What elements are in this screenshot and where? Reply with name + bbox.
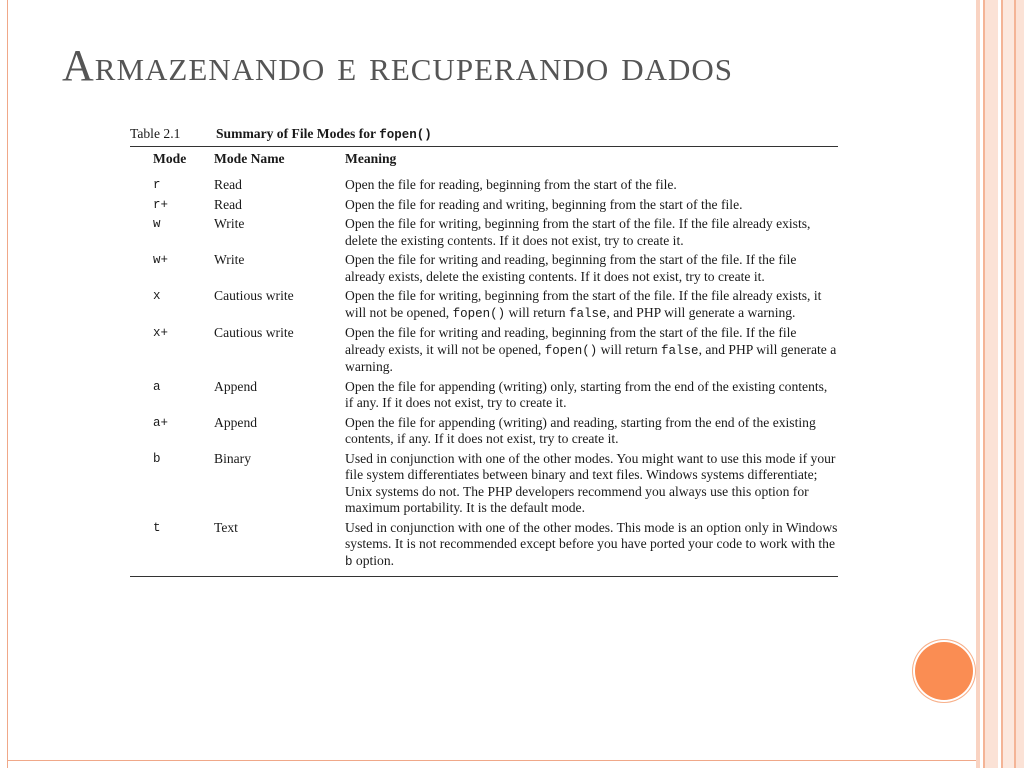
file-modes-table [130,146,838,577]
cell-mode: x+ [153,326,169,340]
table-caption [130,124,838,146]
slide-title: Armazenando e recuperando dados [62,41,734,90]
cell-mode-name: Binary [214,450,251,466]
cell-mode-name: Text [214,519,238,535]
meaning-text: Open the file for writing and reading, beginning from the start of the file. If the file already exists, delete the existing contents. If it does not exist, try to create it. [345,252,797,284]
header-mode-name: Mode Name [214,151,285,166]
cell-meaning [345,197,838,217]
cell-meaning [345,325,838,379]
cell-meaning [345,520,838,577]
table-row [130,197,838,217]
meaning-text: Open the file for appending (writing) and reading, starting from the end of the existing contents, if any. If it does not exist, try to create it. [345,414,816,446]
meaning-text: Open the file for writing, beginning from the start of the file. If the file already exists, it will not be opened, [345,288,822,320]
meaning-text: Open the file for reading, beginning from the start of the file. [345,177,677,192]
cell-meaning [345,252,838,288]
table-row [130,379,838,415]
cell-mode: w+ [153,253,169,267]
cell-mode-name: Append [214,378,258,394]
cell-mode: a+ [153,415,169,430]
table-body [130,177,838,577]
header-mode: Mode [153,151,187,166]
meaning-text: Open the file for writing, beginning from the start of the file. If the file already exists, delete the existing contents. If it does not exist, try to create it. [345,216,811,248]
table-row [130,177,838,197]
cell-mode: r+ [153,197,169,212]
table-row [130,216,838,252]
cell-mode-name: Write [214,252,245,267]
table-row [130,451,838,520]
cell-meaning [345,415,838,451]
table-title-code: fopen() [379,128,432,142]
cell-mode: b [153,451,161,466]
meaning-text: Open the file for writing and reading, beginning from the start of the file. If the file already exists, it will not be opened, [345,325,797,357]
decorative-circle [913,640,975,702]
table-header-row [130,147,838,178]
cell-mode-name: Cautious write [214,288,294,303]
header-meaning: Meaning [345,151,397,166]
meaning-code: b [345,554,353,569]
meaning-text: option. [352,552,395,568]
meaning-text: , and PHP will generate a warning. [606,304,796,320]
meaning-text: Open the file for appending (writing) only, starting from the end of the existing contents, if any. If it does not exist, try to create it. [345,378,828,410]
meaning-text: Used in conjunction with one of the other modes. This mode is an option only in Windows systems. It is not recommended except before you have ported your code to work with the [345,519,838,551]
meaning-code: false [661,343,699,358]
file-modes-table-figure [130,124,838,577]
meaning-text: will return [597,341,662,357]
table-title [216,126,432,141]
cell-mode: a [153,379,161,394]
table-title-text: Summary of File Modes for [216,126,380,141]
slide-frame-bottom [7,760,980,761]
cell-mode-name: Append [214,414,258,430]
cell-meaning [345,288,838,325]
cell-mode: r [153,178,161,192]
cell-meaning [345,216,838,252]
cell-mode: x [153,289,161,303]
cell-meaning [345,451,838,520]
table-row [130,288,838,325]
meaning-text: , and PHP will generate a warning. [345,341,837,374]
cell-mode-name: Read [214,177,242,192]
slide-frame-left [7,0,8,768]
meaning-code: fopen() [544,343,598,358]
cell-mode-name: Read [214,196,242,212]
table-row [130,252,838,288]
cell-mode: w [153,217,161,231]
meaning-text: will return [505,304,569,320]
cell-mode-name: Write [214,216,245,231]
meaning-text: Used in conjunction with one of the other modes. You might want to use this mode if your file system differentiates between binary and text files. Windows systems differentiate; Unix systems do not. The PHP developers recommend you always use this option for maximum portability. It is the default mode. [345,450,836,515]
table-row [130,520,838,577]
table-row [130,415,838,451]
cell-meaning [345,177,838,197]
cell-mode: t [153,520,161,535]
meaning-text: Open the file for reading and writing, beginning from the start of the file. [345,196,743,212]
meaning-code: fopen() [452,306,506,321]
cell-meaning [345,379,838,415]
cell-mode-name: Cautious write [214,325,294,340]
table-number: Table 2.1 [130,126,181,141]
table-row [130,325,838,379]
meaning-code: false [568,306,607,321]
decorative-stripes [976,0,1024,768]
